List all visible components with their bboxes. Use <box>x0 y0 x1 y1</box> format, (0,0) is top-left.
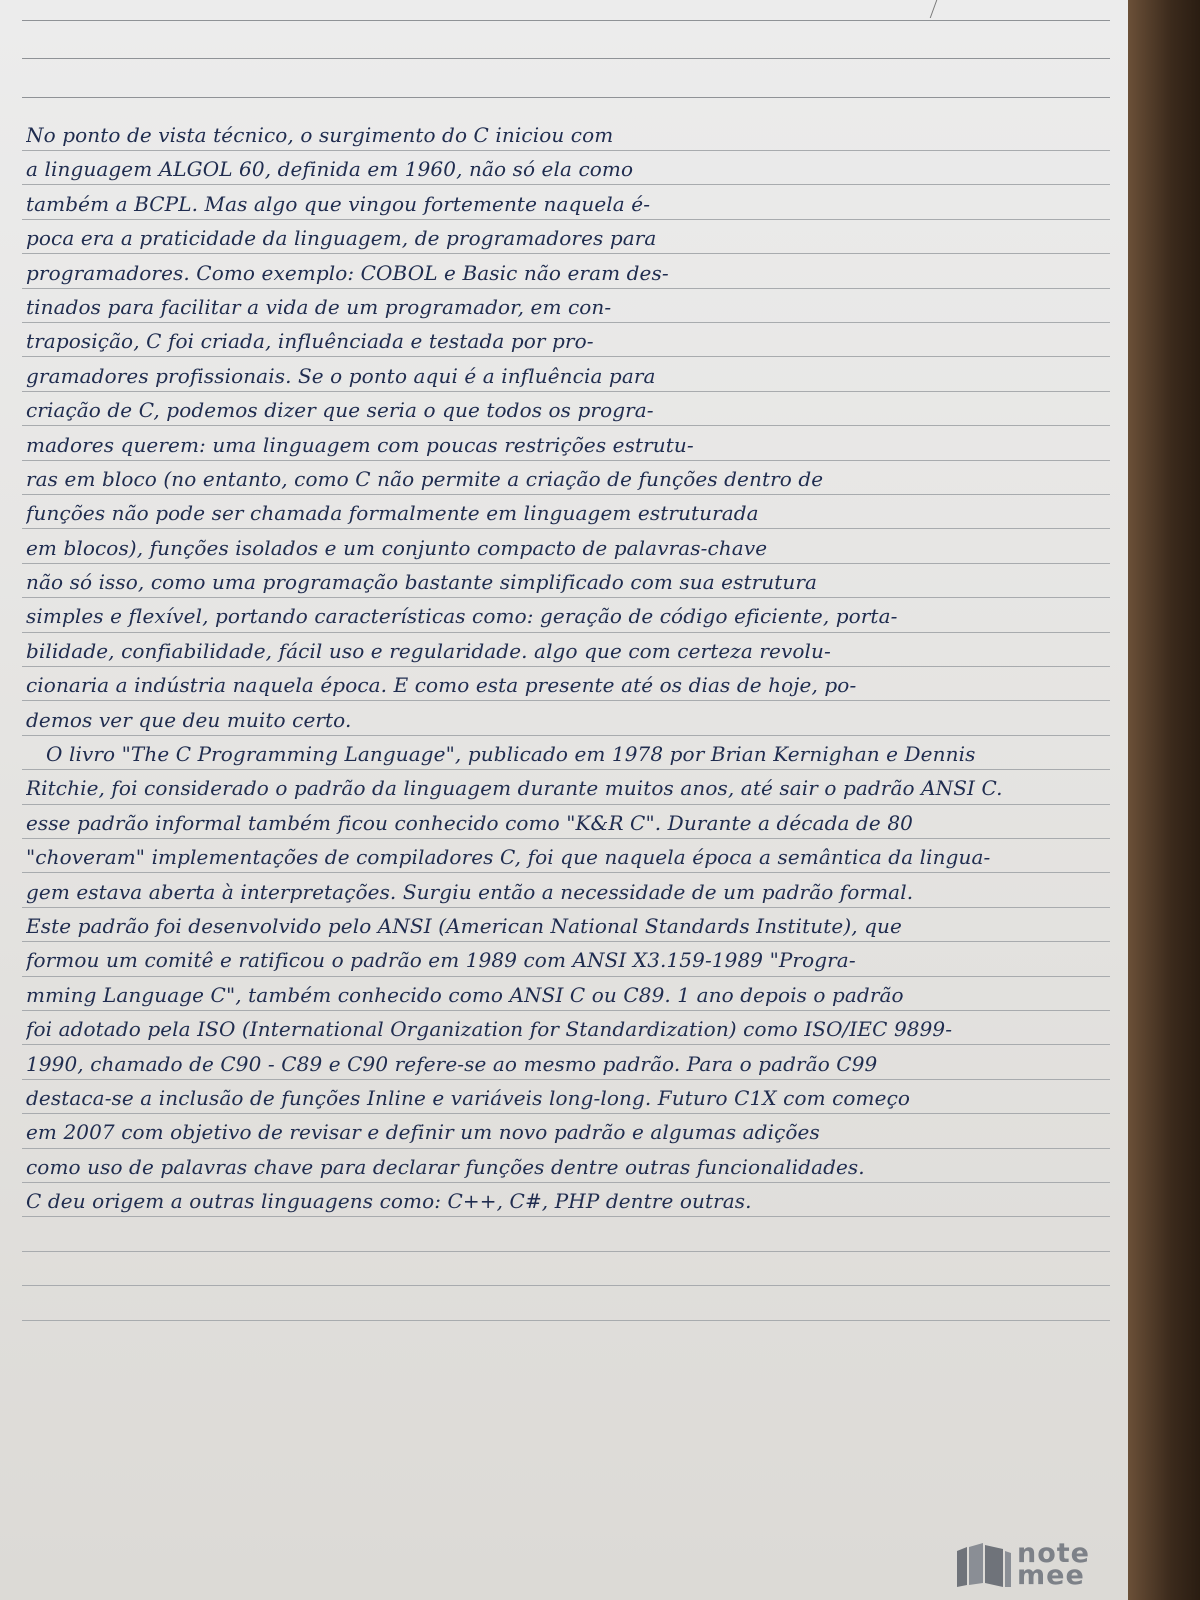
text-line: traposição, C foi criada, influênciada e testada por pro- <box>26 329 594 354</box>
text-line: gem estava aberta à interpretações. Surgiu então a necessidade de um padrão formal. <box>26 879 914 904</box>
text-line: funções não pode ser chamada formalmente em linguagem estruturada <box>26 501 759 526</box>
text-line: como uso de palavras chave para declarar funções dentre outras funcionalidades. <box>26 1154 865 1179</box>
ruled-line <box>22 1285 1110 1286</box>
text-line: foi adotado pela ISO (International Organization for Standardization) como ISO/IEC 9899- <box>26 1017 953 1042</box>
handwritten-text <box>26 118 1106 1219</box>
text-line: "choveram" implementações de compiladores C, foi que naquela época a semântica da lingua- <box>26 845 991 870</box>
text-line: tinados para facilitar a vida de um programador, em con- <box>26 294 612 319</box>
text-line: não só isso, como uma programação bastante simplificado com sua estrutura <box>26 570 818 595</box>
text-line: criação de C, podemos dizer que seria o que todos os progra- <box>26 398 654 423</box>
text-line: bilidade, confiabilidade, fácil uso e regularidade. algo que com certeza revolu- <box>26 638 831 663</box>
text-line: gramadores profissionais. Se o ponto aqui é a influência para <box>26 363 656 388</box>
text-line: ras em bloco (no entanto, como C não permite a criação de funções dentro de <box>26 466 824 491</box>
page-corner-mark <box>902 0 938 18</box>
top-rule <box>22 20 1110 21</box>
text-line: formou um comitê e ratificou o padrão em 1989 com ANSI X3.159-1989 "Progra- <box>26 948 856 973</box>
text-line: esse padrão informal também ficou conhecido como "K&R C". Durante a década de 80 <box>26 810 913 835</box>
brand-line-2: mee <box>1017 1560 1085 1591</box>
notemee-logo <box>953 1540 1113 1590</box>
text-line: C deu origem a outras linguagens como: C++, C#, PHP dentre outras. <box>26 1189 752 1214</box>
book-icon <box>953 1541 1013 1589</box>
brand-wordmark <box>1017 1538 1090 1591</box>
ruled-line <box>22 1320 1110 1321</box>
text-line: programadores. Como exemplo: COBOL e Basic não eram des- <box>26 260 669 285</box>
top-rule <box>22 58 1110 59</box>
text-line: em blocos), funções isolados e um conjunto compacto de palavras-chave <box>26 535 768 560</box>
text-line: cionaria a indústria naquela época. E como esta presente até os dias de hoje, po- <box>26 673 857 698</box>
text-line: 1990, chamado de C90 - C89 e C90 refere-se ao mesmo padrão. Para o padrão C99 <box>26 1051 878 1076</box>
text-line: também a BCPL. Mas algo que vingou fortemente naquela é- <box>26 191 651 216</box>
text-line: No ponto de vista técnico, o surgimento do C iniciou com <box>26 123 614 147</box>
text-line: simples e flexível, portando características como: geração de código eficiente, porta- <box>26 604 898 629</box>
text-line: Ritchie, foi considerado o padrão da linguagem durante muitos anos, até sair o padrão ANSI C. <box>26 776 1003 801</box>
brand-line-1: note <box>1017 1538 1090 1569</box>
text-line: em 2007 com objetivo de revisar e definir um novo padrão e algumas adições <box>26 1120 820 1145</box>
desk-edge <box>1128 0 1200 1600</box>
text-line: poca era a praticidade da linguagem, de programadores para <box>26 226 657 251</box>
text-line: demos ver que deu muito certo. <box>26 707 352 732</box>
text-line: Este padrão foi desenvolvido pelo ANSI (American National Standards Institute), que <box>26 913 902 938</box>
text-line: madores querem: uma linguagem com poucas restrições estrutu- <box>26 432 694 457</box>
text-line: a linguagem ALGOL 60, definida em 1960, não só ela como <box>26 157 634 182</box>
text-line: destaca-se a inclusão de funções Inline e variáveis long-long. Futuro C1X com começo <box>26 1085 911 1110</box>
ruled-line <box>22 1251 1110 1252</box>
text-line: O livro "The C Programming Language", publicado em 1978 por Brian Kernighan e Dennis <box>46 742 976 767</box>
text-line: mming Language C", também conhecido como ANSI C ou C89. 1 ano depois o padrão <box>26 982 904 1007</box>
top-rule <box>22 97 1110 98</box>
